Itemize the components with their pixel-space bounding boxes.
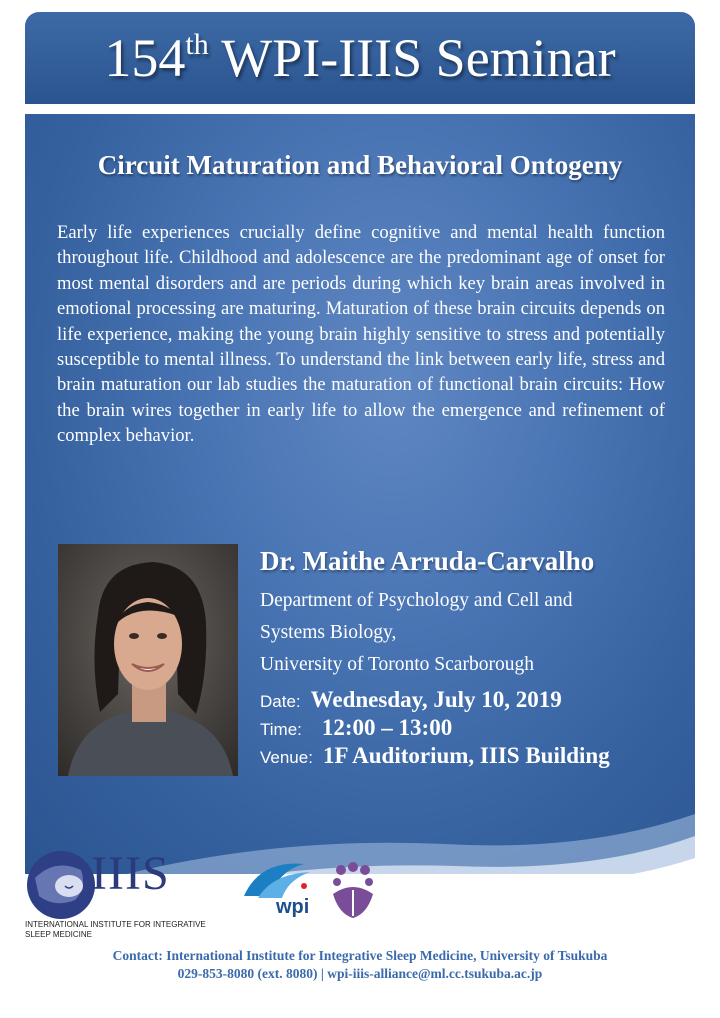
speaker-affiliation	[260, 585, 690, 681]
iiis-subtitle	[25, 920, 235, 940]
main-panel	[25, 114, 695, 874]
speaker-info	[260, 546, 690, 769]
time-label: Time:	[260, 720, 302, 739]
talk-abstract: Early life experiences crucially define cognitive and mental health function throughout life. Childhood and adolescence are the predominant age of onset for most mental disorders and are periods during which key brain areas involved in emotional processing are maturing. Maturation of these brain circuits depends on life experience, making the young brain highly sensitive to stress and potentially susceptible to mental illness. To understand the link between early life, stress and brain maturation our lab studies the maturation of functional brain circuits: How the brain wires together in early life to allow the emergence and refinement of complex behavior.	[57, 222, 665, 447]
wpi-wordmark: wpi	[276, 896, 310, 918]
venue-label: Venue:	[260, 748, 313, 767]
footer-logos	[25, 844, 695, 964]
talk-title: Circuit Maturation and Behavioral Ontogeny	[97, 150, 623, 180]
header-divider	[25, 104, 695, 114]
seminar-poster	[25, 12, 695, 997]
header-banner	[25, 12, 695, 104]
seminar-ordinal: th	[185, 28, 209, 61]
contact-line: Contact: International Institute for Integrative Sleep Medicine, University of Tsukuba	[112, 948, 608, 963]
affiliation-line: Department of Psychology and Cell and	[260, 590, 573, 611]
date-label: Date:	[260, 692, 301, 711]
time-value: 12:00 – 13:00	[321, 715, 453, 740]
contact-info	[25, 947, 695, 983]
paulownia-crest-icon	[327, 860, 379, 920]
venue-value: 1F Auditorium, IIIS Building	[322, 743, 610, 768]
seminar-title-rest: WPI-IIIS Seminar	[221, 28, 616, 88]
contact-line: 029-853-8080 (ext. 8080) | wpi-iiis-alliance@ml.cc.tsukuba.ac.jp	[177, 966, 543, 981]
university-crest-logo	[327, 860, 379, 920]
affiliation-line: University of Toronto Scarborough	[260, 654, 534, 675]
seminar-title	[104, 28, 616, 88]
speaker-name: Dr. Maithe Arruda-Carvalho	[260, 546, 595, 576]
iiis-subtitle-line: SLEEP MEDICINE	[25, 930, 92, 939]
speaker-photo	[58, 544, 238, 776]
iiis-logo	[25, 844, 235, 944]
time-row	[260, 715, 690, 741]
iiis-subtitle-line: INTERNATIONAL INSTITUTE FOR INTEGRATIVE	[25, 920, 206, 929]
seminar-number: 154	[104, 28, 186, 88]
affiliation-line: Systems Biology,	[260, 622, 397, 643]
sleeping-globe-icon	[25, 848, 95, 922]
date-row	[260, 687, 690, 713]
venue-row	[260, 743, 690, 769]
iiis-wordmark: IIIS	[91, 847, 170, 900]
date-value: Wednesday, July 10, 2019	[310, 687, 562, 712]
speaker-portrait-icon	[58, 544, 238, 776]
wpi-logo	[240, 856, 320, 926]
